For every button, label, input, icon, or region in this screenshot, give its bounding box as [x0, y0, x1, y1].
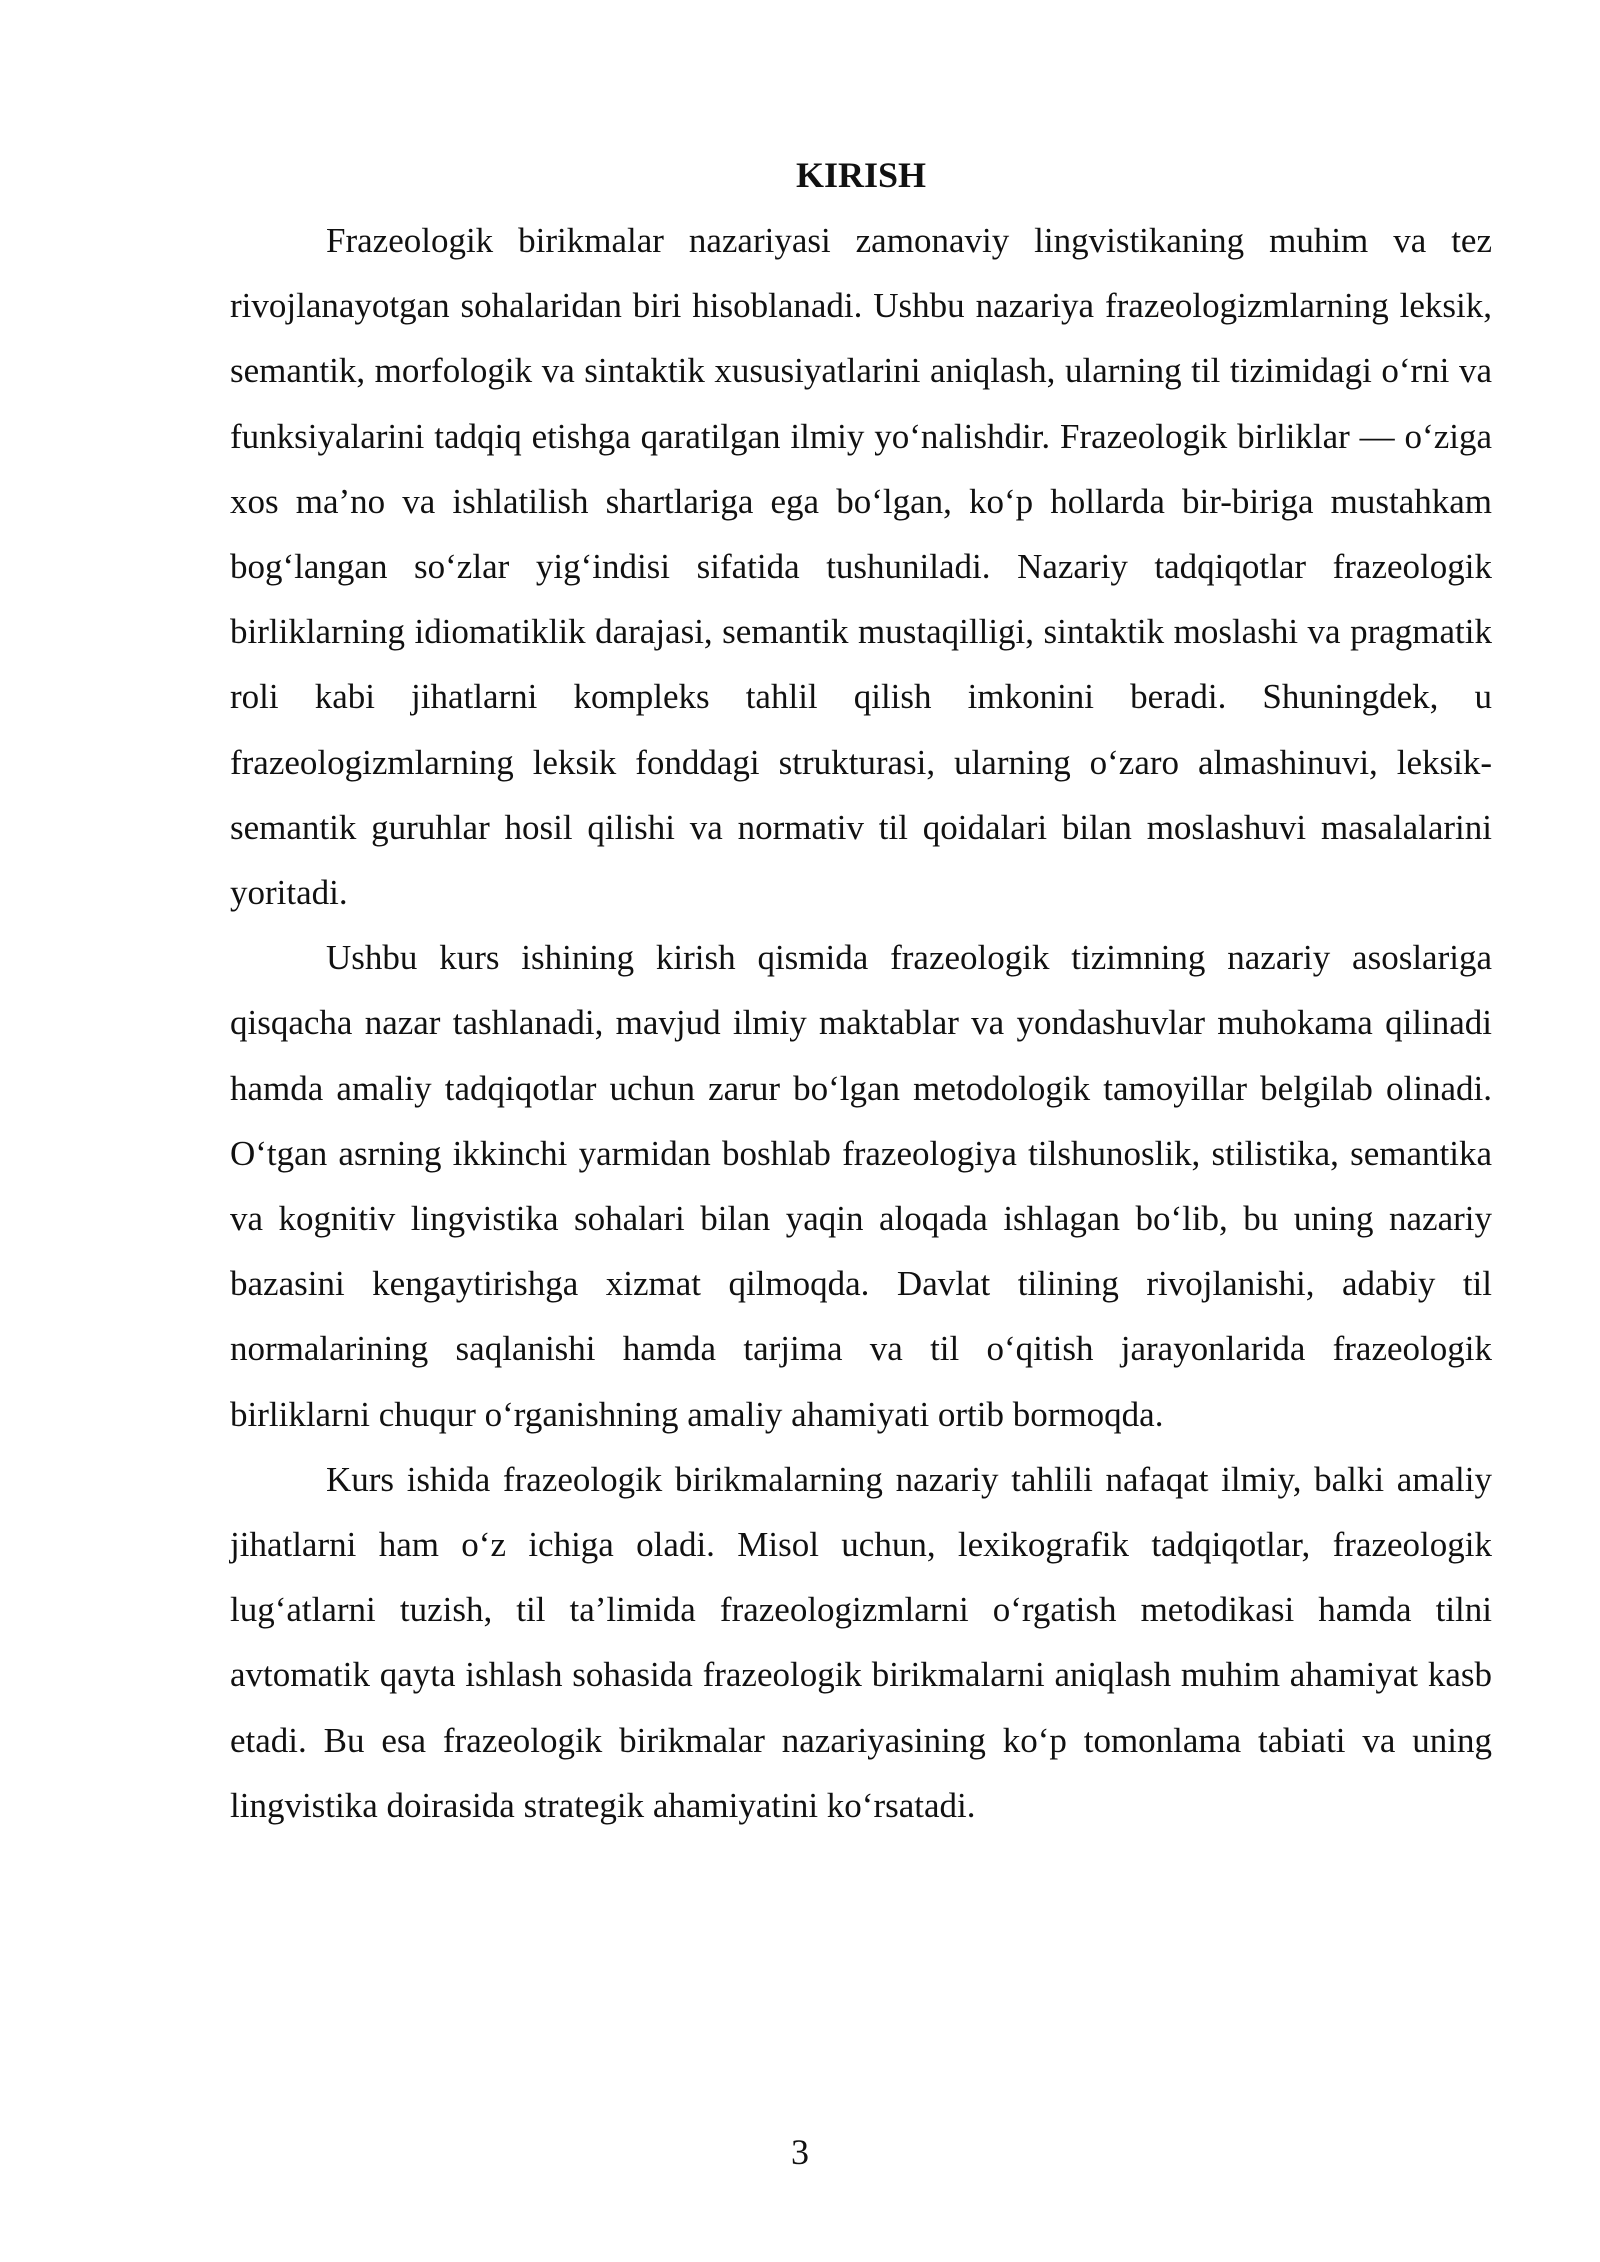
page-number: 3 [791, 2132, 809, 2172]
paragraph-1: Frazeologik birikmalar nazariyasi zamonaviy lingvistikaning muhim va tez rivojlanayotgan sohalaridan biri hisoblanadi. Ushbu nazariya frazeologizmlarning leksik, semantik, morfologik va sintaktik xususiyatlarini aniqlash, ularning til tizimidagi o‘rni va funksiyalarini tadqiq etishga qaratilgan ilmiy yo‘nalishdir. Frazeologik birliklar — o‘ziga xos ma’no va ishlatilish shartlariga ega bo‘lgan, ko‘p hollarda bir-biriga mustahkam bog‘langan so‘zlar yig‘indisi sifatida tushuniladi. Nazariy tadqiqotlar frazeologik birliklarning idiomatiklik darajasi, semantik mustaqilligi, sintaktik moslashi va pragmatik roli kabi jihatlarni kompleks tahlil qilish imkonini beradi. Shuningdek, u frazeologizmlarning leksik fonddagi strukturasi, ularning o‘zaro almashinuvi, leksik-semantik guruhlar hosil qilishi va normativ til qoidalari bilan moslashuvi masalalarini yoritadi. [230, 221, 1492, 913]
paragraph-3: Kurs ishida frazeologik birikmalarning nazariy tahlili nafaqat ilmiy, balki amaliy jihatlarni ham o‘z ichiga oladi. Misol uchun, lexikografik tadqiqotlar, frazeologik lug‘atlarni tuzish, til ta’limida frazeologizmlarni o‘rgatish metodikasi hamda tilni avtomatik qayta ishlash sohasida frazeologik birikmalarni aniqlash muhim ahamiyat kasb etadi. Bu esa frazeologik birikmalar nazariyasining ko‘p tomonlama tabiati va uning lingvistika doirasida strategik ahamiyatini ko‘rsatadi. [230, 1459, 1492, 1825]
section-heading: KIRISH [795, 155, 927, 195]
paragraph-2: Ushbu kurs ishining kirish qismida frazeologik tizimning nazariy asoslariga qisqacha nazar tashlanadi, mavjud ilmiy maktablar va yondashuvlar muhokama qilinadi hamda amaliy tadqiqotlar uchun zarur bo‘lgan metodologik tamoyillar belgilab olinadi. O‘tgan asrning ikkinchi yarmidan boshlab frazeologiya tilshunoslik, stilistika, semantika va kognitiv lingvistika sohalari bilan yaqin aloqada ishlagan bo‘lib, bu uning nazariy bazasini kengaytirishga xizmat qilmoqda. Davlat tilining rivojlanishi, adabiy til normalarining saqlanishi hamda tarjima va til o‘qitish jarayonlarida frazeologik birliklarni chuqur o‘rganishning amaliy ahamiyati ortib bormoqda. [230, 938, 1492, 1434]
page-content [230, 150, 1492, 1838]
